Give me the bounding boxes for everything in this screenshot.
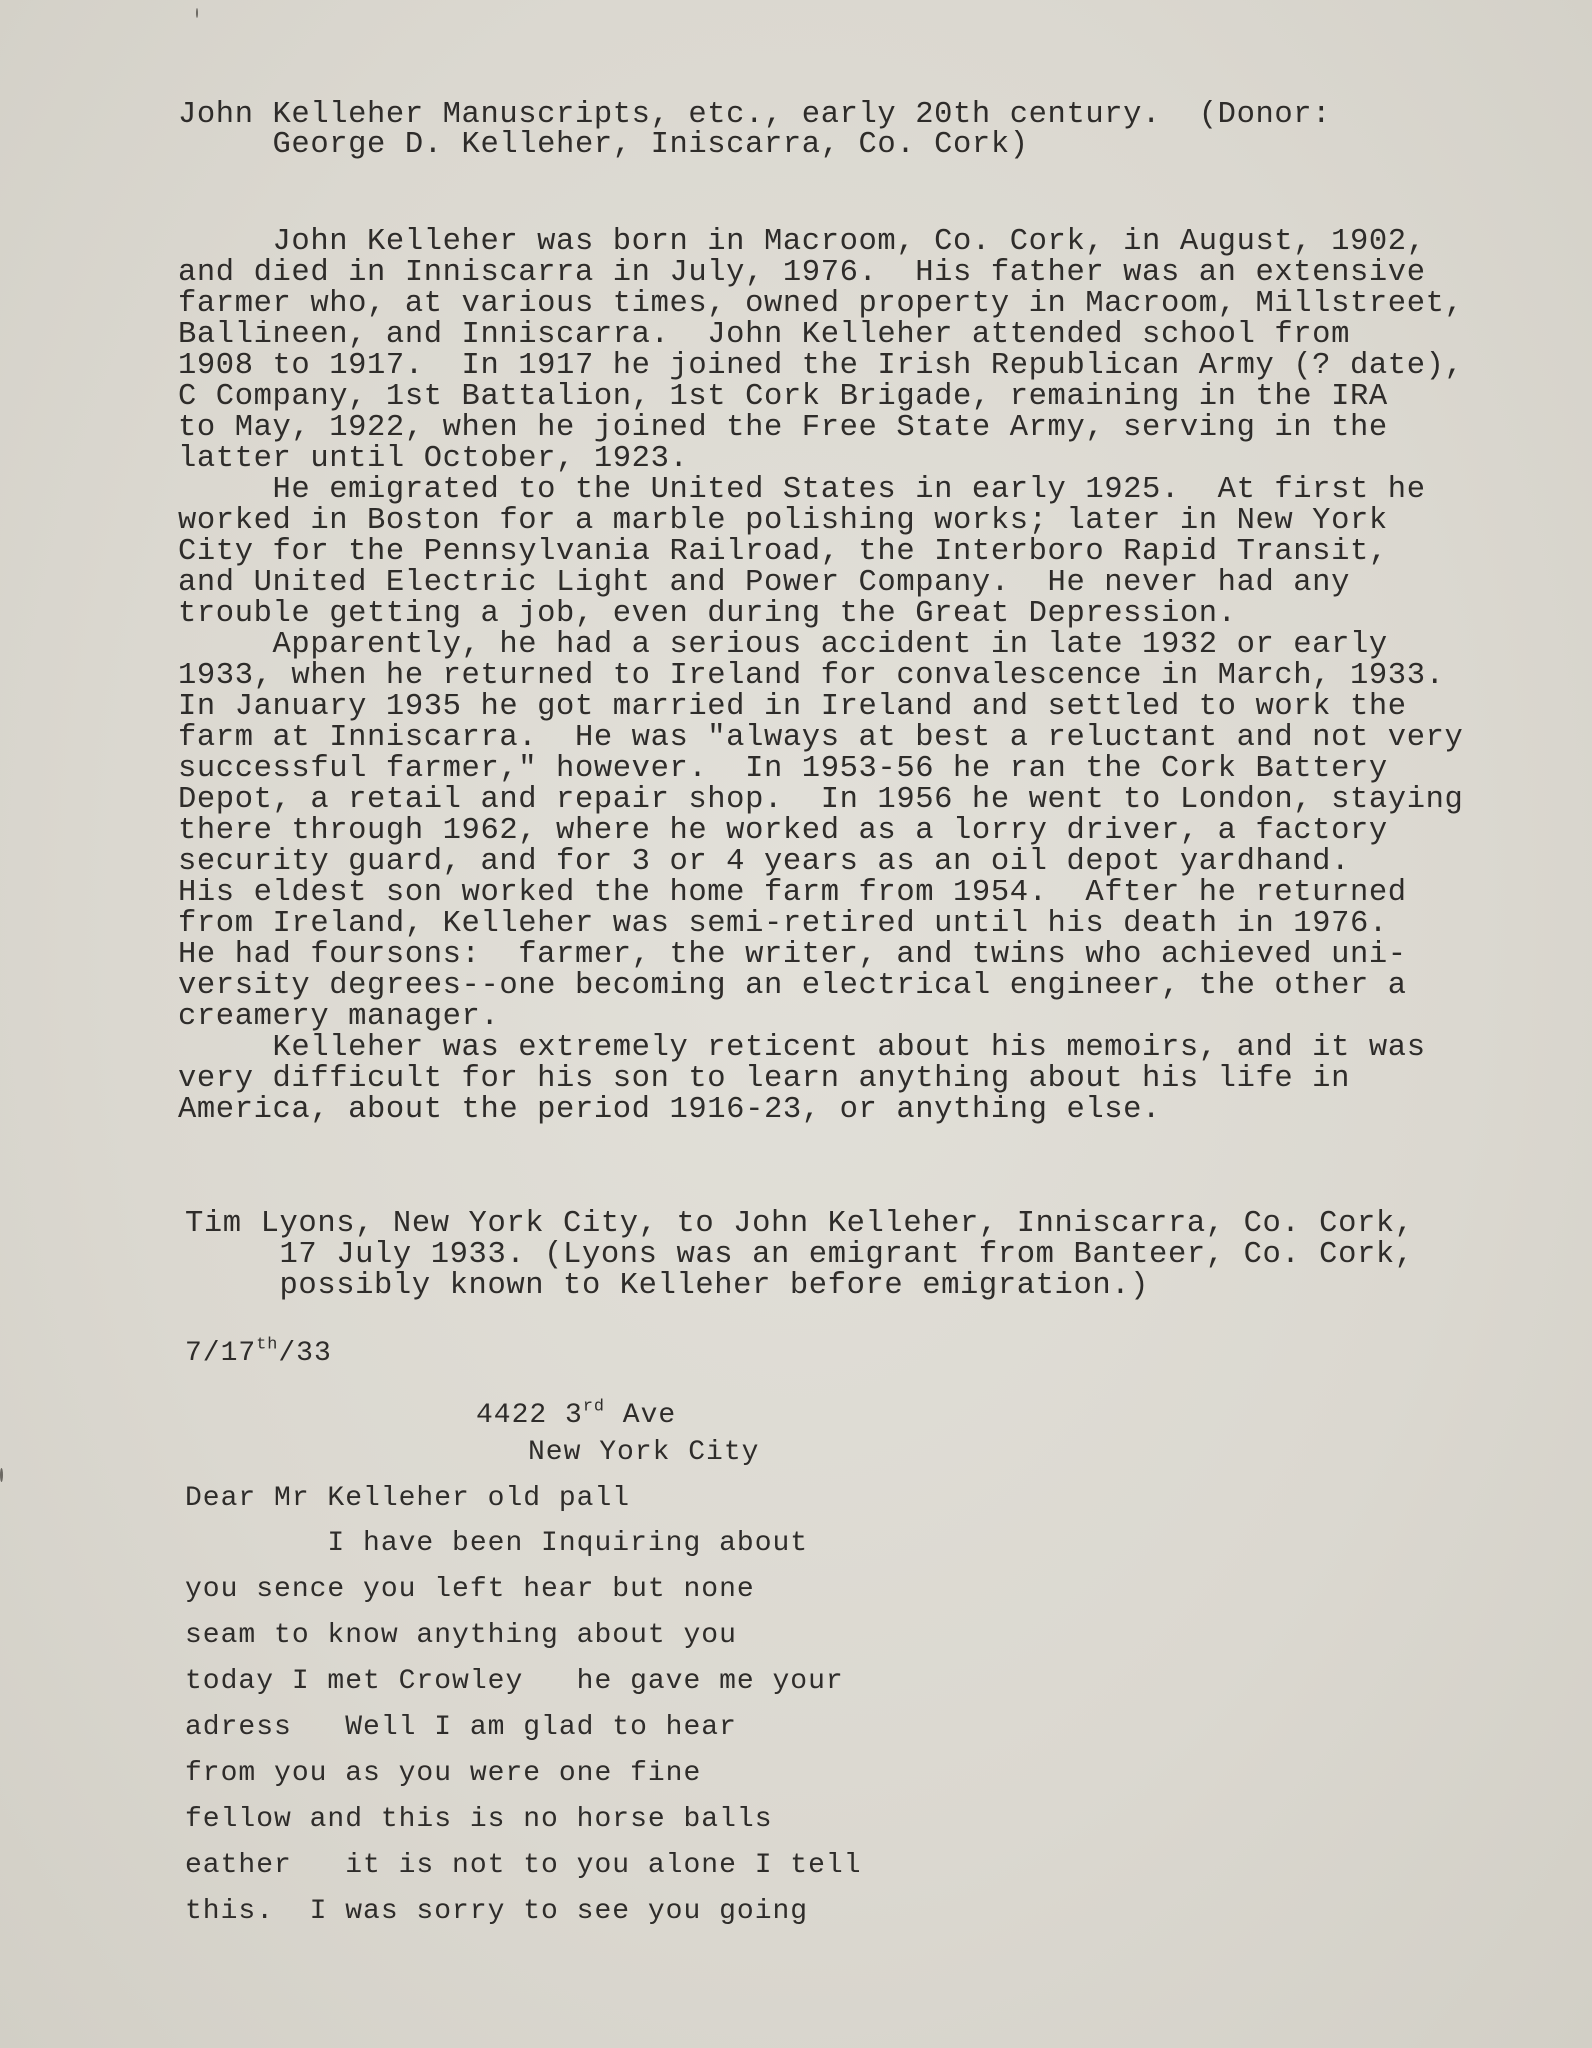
biography-line: Ballineen, and Inniscarra. John Kelleher attended school from — [178, 318, 1350, 352]
letter-date — [185, 1335, 332, 1369]
paper-speck — [196, 8, 198, 18]
biography-line: He had foursons: farmer, the writer, and twins who achieved uni- — [178, 938, 1407, 972]
biography-line: trouble getting a job, even during the Great Depression. — [178, 597, 1237, 631]
biography-line: farmer who, at various times, owned property in Macroom, Millstreet, — [178, 287, 1464, 321]
heading-line: John Kelleher Manuscripts, etc., early 20th century. (Donor: — [178, 98, 1332, 132]
biography-line: Kelleher was extremely reticent about his memoirs, and it was — [178, 1031, 1426, 1065]
address-number: 4422 3 — [476, 1400, 583, 1431]
letter-body-line: today I met Crowley he gave me your — [185, 1666, 844, 1697]
biography-line: and died in Inniscarra in July, 1976. His father was an extensive — [178, 256, 1426, 290]
biography-line: farm at Inniscarra. He was "always at best a reluctant and not very — [178, 721, 1464, 755]
biography-line: In January 1935 he got married in Ireland and settled to work the — [178, 690, 1407, 724]
biography-line: very difficult for his son to learn anything about his life in — [178, 1062, 1350, 1096]
date-superscript: th — [256, 1335, 279, 1355]
biography-line: Apparently, he had a serious accident in late 1932 or early — [178, 628, 1388, 662]
biography-line: to May, 1922, when he joined the Free State Army, serving in the — [178, 411, 1388, 445]
letter-salutation: Dear Mr Kelleher old pall — [185, 1483, 631, 1514]
caption-line: possibly known to Kelleher before emigration.) — [185, 1269, 1150, 1303]
letter-body-line: this. I was sorry to see you going — [185, 1896, 809, 1927]
biography-line: He emigrated to the United States in early 1925. At first he — [178, 473, 1426, 507]
biography-line: latter until October, 1923. — [178, 442, 689, 476]
letter-address-street — [476, 1397, 677, 1431]
date-prefix: 7/17 — [185, 1338, 257, 1369]
letter-body-line: eather it is not to you alone I tell — [185, 1850, 862, 1881]
caption-line: 17 July 1933. (Lyons was an emigrant from Banteer, Co. Cork, — [185, 1238, 1414, 1272]
letter-body-line: from you as you were one fine — [185, 1758, 702, 1789]
biography-line: worked in Boston for a marble polishing works; later in New York — [178, 504, 1388, 538]
biography-line: from Ireland, Kelleher was semi-retired until his death in 1976. — [178, 907, 1388, 941]
biography-line: there through 1962, where he worked as a lorry driver, a factory — [178, 814, 1388, 848]
biography-line: and United Electric Light and Power Company. He never had any — [178, 566, 1350, 600]
paper-speck — [0, 1468, 3, 1482]
biography-line: John Kelleher was born in Macroom, Co. Cork, in August, 1902, — [178, 225, 1426, 259]
letter-body-line: adress Well I am glad to hear — [185, 1712, 737, 1743]
address-suffix: Ave — [604, 1400, 677, 1431]
address-superscript: rd — [582, 1397, 605, 1417]
heading-line: George D. Kelleher, Iniscarra, Co. Cork) — [178, 128, 1029, 162]
biography-line: Depot, a retail and repair shop. In 1956 he went to London, staying — [178, 783, 1464, 817]
biography-line: 1933, when he returned to Ireland for convalescence in March, 1933. — [178, 659, 1445, 693]
biography-line: creamery manager. — [178, 1000, 500, 1034]
biography-line: security guard, and for 3 or 4 years as an oil depot yardhand. — [178, 845, 1350, 879]
letter-body-line: seam to know anything about you — [185, 1620, 737, 1651]
biography-line: America, about the period 1916-23, or anything else. — [178, 1093, 1161, 1127]
biography-line: His eldest son worked the home farm from 1954. After he returned — [178, 876, 1407, 910]
letter-body-line: I have been Inquiring about — [185, 1528, 809, 1559]
letter-body-line: you sence you left hear but none — [185, 1574, 755, 1605]
biography-line: City for the Pennsylvania Railroad, the Interboro Rapid Transit, — [178, 535, 1388, 569]
caption-line: Tim Lyons, New York City, to John Kelleher, Inniscarra, Co. Cork, — [185, 1207, 1414, 1241]
biography-line: versity degrees--one becoming an electrical engineer, the other a — [178, 969, 1407, 1003]
biography-line: C Company, 1st Battalion, 1st Cork Brigade, remaining in the IRA — [178, 380, 1388, 414]
date-suffix: /33 — [278, 1338, 332, 1369]
biography-line: 1908 to 1917. In 1917 he joined the Irish Republican Army (? date), — [178, 349, 1464, 383]
letter-body-line: fellow and this is no horse balls — [185, 1804, 773, 1835]
biography-line: successful farmer," however. In 1953-56 he ran the Cork Battery — [178, 752, 1388, 786]
letter-address-city: New York City — [528, 1437, 760, 1468]
